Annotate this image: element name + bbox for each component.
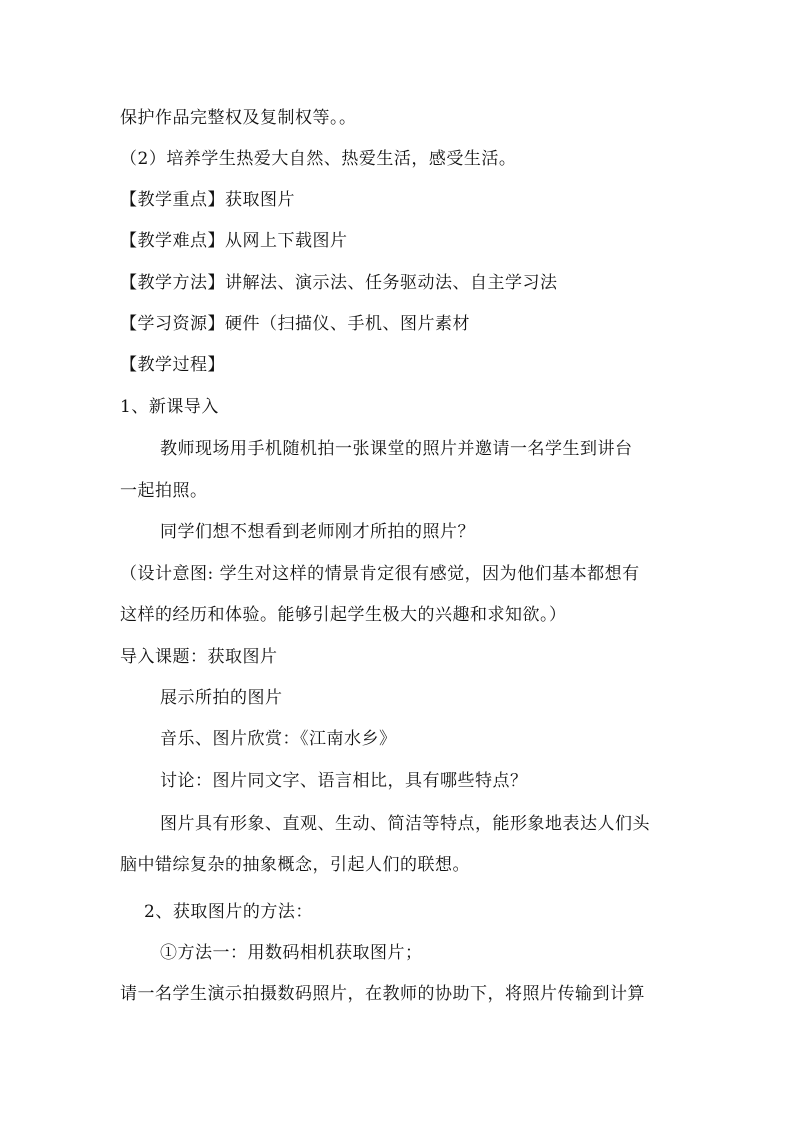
text-line: 导入课题：获取图片 [120,647,278,667]
text-line: 展示所拍的图片 [160,688,283,708]
text-line: 【学习资源】硬件（扫描仪、手机、图片素材 [120,314,470,334]
text-line: 这样的经历和体验。能够引起学生极大的兴趣和求知欲。） [120,605,567,625]
text-line: （2）培养学生热爱大自然、热爱生活，感受生活。 [120,149,517,169]
text-line: 【教学重点】获取图片 [120,190,295,210]
text-line: 【教学难点】从网上下载图片 [120,231,348,251]
text-line: 脑中错综复杂的抽象概念，引起人们的联想。 [120,855,470,875]
text-line: 讨论：图片同文字、语言相比，具有哪些特点？ [160,771,528,791]
text-line: 音乐、图片欣赏：《江南水乡》 [160,729,397,749]
text-line: 请一名学生演示拍摄数码照片，在教师的协助下，将照片传输到计算 [120,984,645,1004]
text-line: （设计意图: 学生对这样的情景肯定很有感觉，因为他们基本都想有 [120,564,640,584]
text-line: 同学们想不想看到老师刚才所拍的照片？ [160,522,475,542]
text-line: 【教学方法】讲解法、演示法、任务驱动法、自主学习法 [120,273,558,293]
text-line: ①方法一：用数码相机获取图片； [160,943,423,963]
text-line: 图片具有形象、直观、生动、简洁等特点，能形象地表达人们头 [160,814,650,834]
text-line: 2、获取图片的方法： [144,902,313,922]
text-line: 一起拍照。 [120,481,208,501]
text-line: 【教学过程】 [120,355,225,375]
text-line: 1、新课导入 [120,397,219,417]
text-line: 教师现场用手机随机拍一张课堂的照片并邀请一名学生到讲台 [160,439,633,459]
text-line: 保护作品完整权及复制权等。。 [120,108,357,128]
